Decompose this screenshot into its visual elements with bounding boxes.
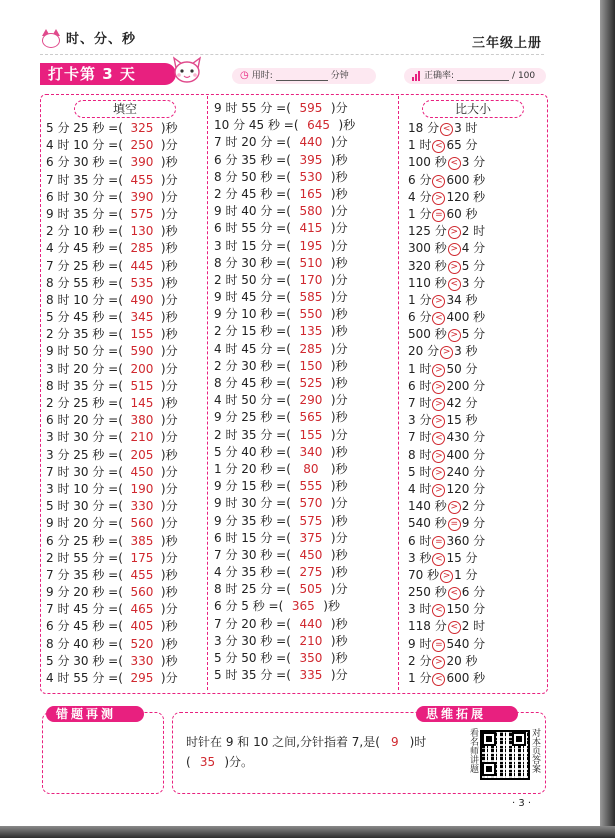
answer-value: 560	[130, 516, 154, 531]
exercise-row: 3 时 20 分 =( 200 )分	[46, 361, 178, 378]
compare-row: 8 时 > 400 分	[408, 447, 486, 462]
answer-value: 395	[299, 152, 323, 167]
exercise-row: 7 时 35 分 =( 455 )分	[46, 172, 178, 189]
exercise-row: 6 时 30 分 =( 390 )分	[46, 189, 178, 206]
qr-code-area	[466, 728, 540, 784]
compare-title: 比大小	[422, 100, 524, 118]
exercise-row: 2 时 35 分 =( 155 )分	[214, 427, 355, 444]
exercise-row: 3 时 30 分 =( 210 )分	[46, 429, 178, 446]
accuracy-field: 正确率: / 100	[404, 68, 546, 84]
exercise-row: 1 分 20 秒 =( 80 )秒	[214, 461, 355, 478]
answer-value: 530	[299, 169, 323, 184]
comparison-sign: >	[432, 467, 445, 480]
compare-row: 3 分 > 15 秒	[408, 413, 478, 428]
exercise-row: 3 分 25 秒 =( 205 )秒	[46, 447, 178, 464]
answer-value: 550	[299, 307, 323, 322]
answer-value: 285	[130, 241, 154, 256]
answer-value: 575	[130, 206, 154, 221]
answer-value: 350	[299, 651, 323, 665]
exercise-row: 2 分 25 秒 =( 145 )秒	[46, 395, 178, 412]
exercise-row: 2 分 30 秒 =( 150 )秒	[214, 358, 355, 375]
exercise-row: 2 时 50 分 =( 170 )分	[214, 272, 355, 289]
fill-blank-title: 填空	[74, 100, 176, 118]
compare-row: 500 秒 > 5 分	[408, 327, 486, 342]
exercise-row: 8 时 25 分 =( 505 )分	[214, 581, 355, 598]
comparison-sign: >	[432, 192, 445, 205]
answer-value: 505	[299, 582, 323, 597]
exercise-row: 5 时 35 分 =( 335 )分	[214, 667, 355, 684]
answer-value: 450	[130, 464, 154, 479]
compare-row: 1 时 > 50 分	[408, 361, 478, 376]
exercise-row: 5 分 45 秒 =( 345 )秒	[46, 309, 178, 326]
compare-row: 6 时 > 200 分	[408, 378, 486, 393]
compare-list	[408, 120, 485, 687]
exercise-row: 2 分 10 秒 =( 130 )秒	[46, 223, 178, 240]
exercise-row: 4 分 45 秒 =( 285 )秒	[46, 240, 178, 257]
column-divider	[207, 96, 208, 690]
exercise-row: 3 时 10 分 =( 190 )分	[46, 481, 178, 498]
comparison-sign: <	[432, 673, 445, 686]
comparison-sign: <	[432, 553, 445, 566]
exercise-row: 6 时 15 分 =( 375 )分	[214, 530, 355, 547]
answer-value: 130	[130, 224, 154, 239]
exercise-row: 6 分 5 秒 =( 365 )秒	[214, 598, 355, 615]
answer-value: 455	[130, 172, 154, 187]
fill-blank-list-2	[214, 100, 355, 684]
comparison-sign: >	[448, 501, 461, 514]
error-retest-box	[42, 712, 164, 794]
compare-row: 3 时 < 150 分	[408, 602, 486, 617]
error-retest-title: 错题再测	[46, 706, 144, 722]
answer-value: 135	[299, 324, 323, 339]
answer-value: 155	[130, 327, 154, 342]
compare-row: 1 时 < 65 分	[408, 138, 478, 153]
exercise-row: 5 时 30 分 =( 330 )分	[46, 498, 178, 515]
answer-minute: 35	[199, 755, 216, 769]
answer-value: 590	[130, 344, 154, 359]
exercise-row: 7 时 20 分 =( 440 )分	[214, 134, 355, 151]
compare-row: 250 秒 < 6 分	[408, 585, 486, 600]
answer-value: 345	[130, 310, 154, 325]
exercise-row: 8 分 45 秒 =( 525 )秒	[214, 375, 355, 392]
comparison-sign: >	[448, 329, 461, 342]
answer-value: 335	[299, 668, 323, 683]
answer-value: 145	[130, 396, 154, 410]
exercise-row: 7 时 45 分 =( 465 )分	[46, 601, 178, 618]
exercise-row: 2 分 35 秒 =( 155 )秒	[46, 326, 178, 343]
comparison-sign: >	[448, 226, 461, 239]
compare-row: 118 分 < 2 时	[408, 619, 486, 634]
exercise-row: 6 时 20 分 =( 380 )分	[46, 412, 178, 429]
compare-row: 6 分 < 400 秒	[408, 310, 486, 325]
answer-value: 375	[299, 530, 323, 545]
exercise-row: 9 时 50 分 =( 590 )分	[46, 343, 178, 360]
compare-row: 140 秒 > 2 分	[408, 499, 486, 514]
comparison-sign: <	[432, 432, 445, 445]
comparison-sign: <	[432, 312, 445, 325]
answer-value: 210	[299, 633, 323, 648]
answer-value: 535	[130, 275, 154, 290]
answer-value: 330	[130, 499, 154, 514]
answer-value: 585	[299, 290, 323, 305]
header-divider	[40, 54, 544, 55]
thinking-title: 思维拓展	[416, 706, 518, 722]
compare-row: 100 秒 < 3 分	[408, 155, 486, 170]
answer-value: 455	[130, 567, 154, 582]
answer-value: 275	[299, 565, 323, 580]
exercise-row: 5 分 30 秒 =( 330 )秒	[46, 653, 178, 670]
answer-value: 415	[299, 221, 323, 236]
exercise-row: 5 分 50 秒 =( 350 )秒	[214, 650, 355, 667]
exercise-row: 8 时 10 分 =( 490 )分	[46, 292, 178, 309]
answer-value: 515	[130, 378, 154, 393]
cat-mascot-icon	[170, 56, 204, 86]
cat-mascot-icon	[40, 29, 62, 47]
answer-value: 195	[299, 238, 323, 253]
answer-value: 385	[130, 533, 154, 548]
answer-value: 555	[299, 479, 323, 494]
exercise-row: 5 分 25 秒 =( 325 )秒	[46, 120, 178, 137]
exercise-row: 3 时 15 分 =( 195 )分	[214, 238, 355, 255]
exercise-row: 9 时 55 分 =( 595 )分	[214, 100, 355, 117]
answer-value: 595	[299, 101, 323, 115]
answer-value: 580	[299, 204, 323, 219]
answer-value: 440	[299, 135, 323, 150]
compare-row: 7 时 > 42 分	[408, 396, 478, 410]
qr-finder-icon	[482, 732, 496, 746]
answer-value: 450	[299, 547, 323, 562]
comparison-sign: =	[432, 209, 445, 222]
grade-label: 三年级上册	[471, 36, 542, 51]
compare-row: 125 分 > 2 时	[408, 224, 486, 239]
compare-row: 70 秒 > 1 分	[408, 567, 478, 582]
clock-icon: ◷	[240, 70, 249, 81]
exercise-row: 7 分 20 秒 =( 440 )秒	[214, 616, 355, 633]
exercise-row: 9 时 35 分 =( 575 )分	[46, 206, 178, 223]
answer-value: 330	[130, 653, 154, 668]
chapter-title: 时、分、秒	[66, 32, 137, 47]
compare-row: 7 时 < 430 分	[408, 430, 486, 445]
exercise-row: 9 分 15 秒 =( 555 )秒	[214, 478, 355, 495]
exercise-row: 8 时 35 分 =( 515 )分	[46, 378, 178, 395]
compare-row: 540 秒 = 9 分	[408, 516, 486, 531]
compare-row: 1 分 > 34 秒	[408, 292, 478, 307]
answer-value: 250	[130, 138, 154, 153]
compare-row: 2 分 > 20 秒	[408, 653, 478, 668]
comparison-sign: <	[440, 123, 453, 136]
time-used-field: ◷ 用时: 分钟	[232, 68, 376, 84]
answer-value: 565	[299, 410, 323, 425]
exercise-row: 6 分 35 秒 =( 395 )秒	[214, 152, 355, 169]
comparison-sign: <	[448, 587, 461, 600]
compare-row: 110 秒 < 3 分	[408, 275, 486, 290]
exercise-row: 4 时 45 分 =( 285 )分	[214, 341, 355, 358]
comparison-sign: =	[448, 518, 461, 531]
answer-value: 290	[299, 393, 323, 408]
answer-value: 440	[299, 616, 323, 631]
exercise-row: 9 分 20 秒 =( 560 )秒	[46, 584, 178, 601]
compare-row: 6 时 = 360 分	[408, 533, 486, 548]
exercise-row: 6 分 45 秒 =( 405 )秒	[46, 618, 178, 635]
qr-finder-icon	[482, 762, 496, 776]
compare-row: 5 时 > 240 分	[408, 464, 486, 479]
exercise-row: 7 分 30 秒 =( 450 )秒	[214, 547, 355, 564]
answer-value: 520	[130, 636, 154, 651]
page-number: · 3 ·	[512, 798, 532, 809]
answer-value: 325	[130, 121, 154, 135]
page-shadow	[0, 826, 615, 838]
qr-label-left: 看名师讲题	[468, 728, 478, 773]
exercise-row: 3 分 30 秒 =( 210 )秒	[214, 633, 355, 650]
answer-value: 365	[291, 599, 315, 614]
exercise-row: 8 分 55 秒 =( 535 )秒	[46, 275, 178, 292]
qr-finder-icon	[512, 732, 526, 746]
answer-value: 205	[130, 447, 154, 462]
compare-row: 1 分 < 600 秒	[408, 671, 486, 685]
answer-value: 570	[299, 496, 323, 511]
answer-value: 405	[130, 619, 154, 634]
exercise-row: 8 分 50 秒 =( 530 )秒	[214, 169, 355, 186]
comparison-sign: =	[432, 536, 445, 549]
answer-value: 575	[299, 513, 323, 528]
answer-value: 170	[299, 272, 323, 287]
answer-value: 390	[130, 155, 154, 170]
exercise-row: 4 时 55 分 =( 295 )分	[46, 670, 178, 687]
exercise-row: 9 时 45 分 =( 585 )分	[214, 289, 355, 306]
exercise-row: 9 分 35 秒 =( 575 )秒	[214, 513, 355, 530]
comparison-sign: <	[432, 175, 445, 188]
comparison-sign: <	[448, 278, 461, 291]
exercise-row: 9 分 10 秒 =( 550 )秒	[214, 306, 355, 323]
comparison-sign: <	[448, 621, 461, 634]
exercise-row: 9 时 30 分 =( 570 )分	[214, 495, 355, 512]
exercise-row: 6 分 30 秒 =( 390 )秒	[46, 154, 178, 171]
answer-value: 340	[299, 444, 323, 459]
answer-value: 285	[299, 341, 323, 356]
answer-value: 175	[130, 550, 154, 565]
answer-value: 80	[303, 461, 319, 476]
exercise-row: 2 时 55 分 =( 175 )分	[46, 550, 178, 567]
comparison-sign: =	[432, 639, 445, 652]
comparison-sign: >	[432, 381, 445, 394]
exercise-row: 7 分 25 秒 =( 445 )秒	[46, 258, 178, 275]
answer-value: 560	[130, 585, 154, 600]
fill-blank-list-1	[46, 120, 178, 687]
compare-row: 20 分 > 3 秒	[408, 344, 478, 359]
compare-row: 18 分 < 3 时	[408, 121, 478, 135]
answer-value: 490	[130, 292, 154, 307]
comparison-sign: >	[432, 450, 445, 463]
bar-chart-icon	[412, 71, 421, 81]
column-divider	[398, 96, 399, 690]
compare-row: 9 时 = 540 分	[408, 636, 486, 651]
answer-value: 390	[130, 189, 154, 204]
exercise-row: 9 时 20 分 =( 560 )分	[46, 515, 178, 532]
exercise-row: 7 时 30 分 =( 450 )分	[46, 464, 178, 481]
answer-value: 445	[130, 258, 154, 273]
exercise-row: 4 分 35 秒 =( 275 )秒	[214, 564, 355, 581]
comparison-sign: >	[432, 484, 445, 497]
compare-row: 1 分 = 60 秒	[408, 206, 478, 221]
answer-value: 645	[307, 118, 330, 133]
exercise-row: 4 时 10 分 =( 250 )分	[46, 137, 178, 154]
answer-value: 380	[130, 413, 154, 428]
comparison-sign: >	[432, 364, 445, 377]
comparison-sign: >	[448, 261, 461, 274]
comparison-sign: >	[440, 346, 453, 359]
header-chapter	[40, 28, 136, 47]
compare-row: 300 秒 > 4 分	[408, 241, 486, 256]
compare-row: 320 秒 > 5 分	[408, 258, 486, 273]
compare-row: 4 时 > 120 分	[408, 481, 486, 496]
answer-value: 210	[130, 430, 154, 445]
answer-value: 155	[299, 427, 323, 442]
comparison-sign: <	[448, 157, 461, 170]
accuracy-blank	[457, 71, 509, 81]
exercise-row: 2 分 45 秒 =( 165 )秒	[214, 186, 355, 203]
exercise-row: 6 分 25 秒 =( 385 )秒	[46, 533, 178, 550]
comparison-sign: >	[448, 243, 461, 256]
comparison-sign: >	[432, 295, 445, 308]
compare-row: 4 分 > 120 秒	[408, 189, 486, 204]
compare-row: 3 秒 < 15 分	[408, 550, 478, 565]
answer-value: 525	[299, 376, 323, 390]
answer-value: 510	[299, 255, 323, 270]
compare-row: 6 分 < 600 秒	[408, 172, 486, 187]
exercise-row: 2 分 15 秒 =( 135 )秒	[214, 323, 355, 340]
answer-value: 190	[130, 481, 154, 496]
answer-value: 465	[130, 602, 154, 617]
thinking-question: 时针在 9 和 10 之间,分针指着 7,是( 9 )时 ( 35 )分。	[186, 732, 461, 772]
answer-value: 295	[130, 671, 154, 685]
comparison-sign: >	[432, 415, 445, 428]
page-shadow	[600, 0, 615, 838]
qr-label-right: 对本页答案	[530, 728, 540, 773]
exercise-row: 8 分 40 秒 =( 520 )秒	[46, 636, 178, 653]
answer-value: 150	[299, 358, 323, 373]
exercise-row: 8 分 30 秒 =( 510 )秒	[214, 255, 355, 272]
exercise-row: 9 分 25 秒 =( 565 )秒	[214, 409, 355, 426]
comparison-sign: >	[432, 398, 445, 411]
comparison-sign: >	[432, 656, 445, 669]
exercise-row: 4 时 50 分 =( 290 )分	[214, 392, 355, 409]
answer-value: 200	[130, 361, 154, 376]
exercise-row: 6 时 55 分 =( 415 )分	[214, 220, 355, 237]
exercise-row: 5 分 40 秒 =( 340 )秒	[214, 444, 355, 461]
exercise-row: 10 分 45 秒 =( 645 )秒	[214, 117, 355, 134]
comparison-sign: >	[440, 570, 453, 583]
day-badge: 打卡第 3 天	[40, 63, 176, 85]
exercise-row: 9 时 40 分 =( 580 )分	[214, 203, 355, 220]
answer-hour: 9	[390, 735, 399, 749]
time-blank	[276, 71, 328, 81]
comparison-sign: <	[432, 604, 445, 617]
comparison-sign: <	[432, 140, 445, 153]
answer-value: 165	[299, 186, 323, 201]
exercise-row: 7 分 35 秒 =( 455 )秒	[46, 567, 178, 584]
